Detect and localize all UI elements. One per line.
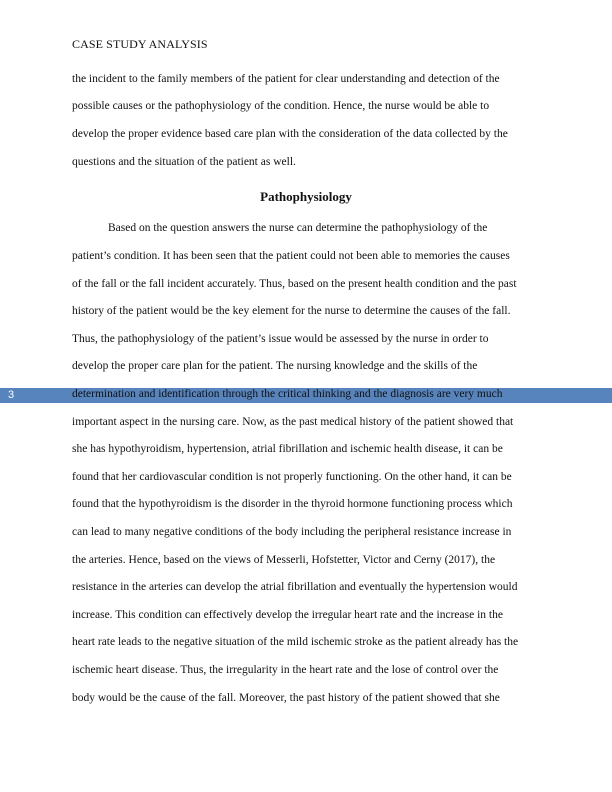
paragraph-line: Thus, the pathophysiology of the patient’s issue would be assessed by the nurse in order to [72,333,489,345]
paragraph-line: Based on the question answers the nurse can determine the pathophysiology of the [108,222,488,234]
paragraph-line: resistance in the arteries can develop the atrial fibrillation and eventually the hypertension would [72,581,518,593]
paragraph-line: found that her cardiovascular condition is not properly functioning. On the other hand, it can be [72,471,512,483]
paragraph-line: can lead to many negative conditions of the body including the peripheral resistance increase in [72,526,512,538]
paragraph-line: she has hypothyroidism, hypertension, atrial fibrillation and ischemic health disease, it can be [72,443,503,455]
paragraph-line: of the fall or the fall incident accurately. Thus, based on the present health condition and the past [72,278,517,290]
paragraph-line: history of the patient would be the key element for the nurse to determine the causes of the fall. [72,305,511,317]
section-heading: Pathophysiology [260,189,352,204]
paragraph-line: increase. This condition can effectively develop the irregular heart rate and the increase in the [72,609,503,621]
intro-line: possible causes or the pathophysiology of the condition. Hence, the nurse would be able to [72,100,490,112]
paragraph-line: the arteries. Hence, based on the views of Messerli, Hofstetter, Victor and Cerny (2017), the [72,554,496,566]
intro-line: the incident to the family members of the patient for clear understanding and detection of the [72,73,500,85]
paragraph-line: ischemic heart disease. Thus, the irregularity in the heart rate and the lose of control over the [72,664,499,676]
intro-line: develop the proper evidence based care plan with the consideration of the data collected by the [72,128,508,140]
paragraph-line: develop the proper care plan for the patient. The nursing knowledge and the skills of the [72,360,478,372]
paragraph-line: important aspect in the nursing care. Now, as the past medical history of the patient showed that [72,416,514,428]
running-head: CASE STUDY ANALYSIS [72,37,208,51]
intro-line: questions and the situation of the patient as well. [72,156,296,168]
paragraph-line: found that the hypothyroidism is the disorder in the thyroid hormone functioning process which [72,498,513,510]
paragraph-line: patient’s condition. It has been seen that the patient could not been able to memories the causes [72,250,510,262]
paragraph-line: body would be the cause of the fall. Moreover, the past history of the patient showed that she [72,692,500,704]
paragraph-line: determination and identification through the critical thinking and the diagnosis are very much [72,388,503,400]
page-number: 3 [8,389,15,401]
paragraph-line: heart rate leads to the negative situation of the mild ischemic stroke as the patient already has the [72,636,519,648]
